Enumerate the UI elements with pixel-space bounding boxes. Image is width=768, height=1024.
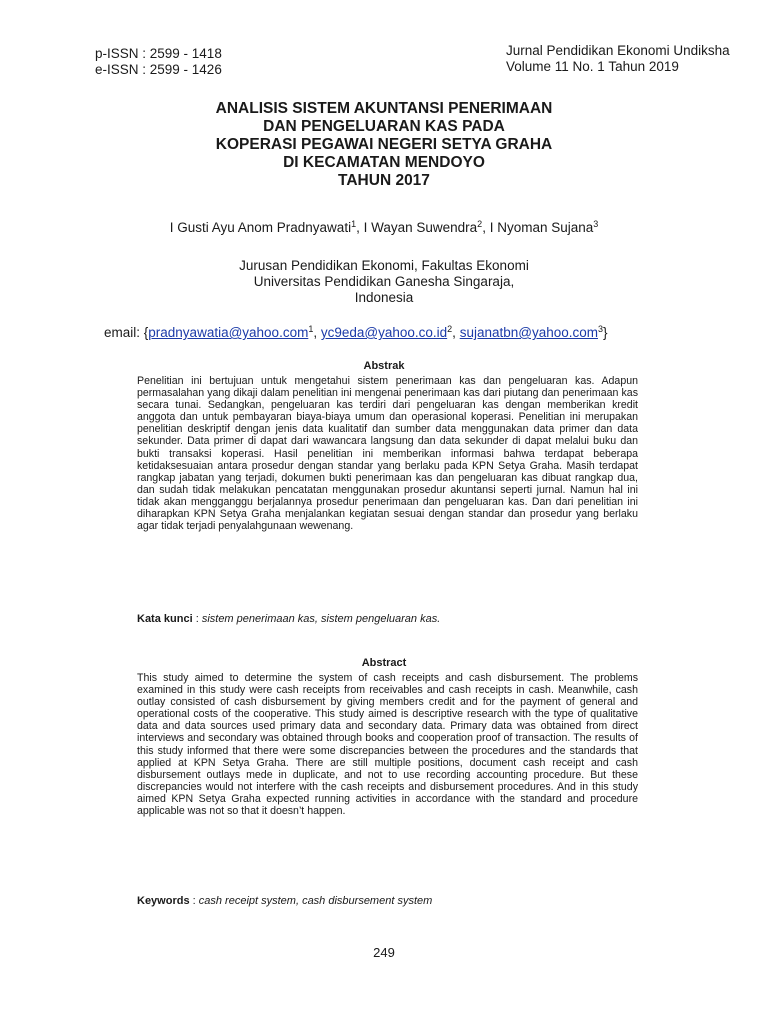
kata-kunci-separator: : xyxy=(192,613,202,625)
title-line: DAN PENGELUARAN KAS PADA xyxy=(263,118,505,135)
email-link[interactable]: pradnyawatia@yahoo.com xyxy=(148,325,309,340)
paper-title xyxy=(0,100,768,190)
title-line: ANALISIS SISTEM AKUNTANSI PENERIMAAN xyxy=(215,100,553,117)
title-line: TAHUN 2017 xyxy=(338,172,430,189)
affiliation-line: Jurusan Pendidikan Ekonomi, Fakultas Ekonomi xyxy=(239,258,529,273)
email-separator: , xyxy=(452,325,460,340)
journal-name: Jurnal Pendidikan Ekonomi Undiksha xyxy=(506,43,730,58)
keywords-text: cash receipt system, cash disbursement system xyxy=(198,895,433,907)
email-link[interactable]: sujanatbn@yahoo.com xyxy=(459,325,598,340)
email-marker: 2 xyxy=(447,324,453,334)
author-name: I Gusti Ayu Anom Pradnyawati xyxy=(169,220,352,235)
author-name: I Wayan Suwendra xyxy=(363,220,478,235)
keywords-separator: : xyxy=(189,895,199,907)
keywords-label: Keywords xyxy=(137,895,190,907)
email-prefix: email: { xyxy=(104,325,149,340)
author-list xyxy=(0,220,768,236)
email-suffix: } xyxy=(603,325,608,340)
title-line: KOPERASI PEGAWAI NEGERI SETYA GRAHA xyxy=(215,136,553,153)
abstrak-text: Penelitian ini bertujuan untuk mengetahui sistem penerimaan kas dan pengeluaran kas. Adapun permasalahan yang dikaji dalam penelitian ini mengenai penerimaan kas dari piutang dan penerimaan kas secara tunai. Sedangkan, pengeluaran kas terdiri dari pengeluaran kas dengan memberikan kredit anggota dan untuk pembayaran biaya-biaya umum dan operasional koperasi. Penelitian ini merupakan penelitian deskriptif dengan jenis data kualitatif dan sumber data menggunakan data primer dan data sekunder. Data primer di dapat dari wawancara langsung dan data sekunder di dapat melalui buku dan bukti transaksi koperasi. Hasil penelitian ini memberikan informasi bahwa terdapat beberapa ketidaksesuaian antara prosedur dengan standar yang berlaku pada KPN Setya Graha. Masih terdapat rangkap jabatan yang terjadi, dokumen bukti penerimaan kas dan pengeluaran kas dibuat rangkap dua, dan sudah tidak melakukan pencatatan menggunakan prosedur akuntansi seperti jurnal. Namun hal ini tidak akan mengganggu berjalannya prosedur penerimaan dan pengeluaran kas. Dan dari penelitian ini diharapkan KPN Setya Graha menjalankan kegiatan sesuai dengan standar dan prosedur yang berlaku agar tidak terjadi penyalahgunaan wewenang. xyxy=(137,375,638,533)
keywords xyxy=(137,895,432,908)
email-marker: 3 xyxy=(597,324,603,334)
email-line xyxy=(104,325,608,341)
kata-kunci-text: sistem penerimaan kas, sistem pengeluaran kas. xyxy=(201,613,441,625)
author-affil-marker: 2 xyxy=(477,219,483,229)
journal-volume: Volume 11 No. 1 Tahun 2019 xyxy=(506,59,679,74)
kata-kunci-label: Kata kunci xyxy=(137,613,193,625)
email-link[interactable]: yc9eda@yahoo.co.id xyxy=(320,325,448,340)
email-separator: , xyxy=(313,325,321,340)
issn-block xyxy=(95,46,222,78)
kata-kunci xyxy=(137,613,440,626)
p-issn: p-ISSN : 2599 - 1418 xyxy=(95,46,222,61)
page-number: 249 xyxy=(373,945,395,960)
author-affil-marker: 1 xyxy=(351,219,357,229)
title-line: DI KECAMATAN MENDOYO xyxy=(283,154,485,171)
e-issn: e-ISSN : 2599 - 1426 xyxy=(95,62,222,77)
author-affil-marker: 3 xyxy=(593,219,599,229)
email-marker: 1 xyxy=(308,324,314,334)
author-name: I Nyoman Sujana xyxy=(489,220,594,235)
abstrak-heading: Abstrak xyxy=(363,360,405,372)
affiliation-line: Indonesia xyxy=(354,290,414,305)
affiliation xyxy=(0,258,768,306)
abstract-text: This study aimed to determine the system of cash receipts and cash disbursement. The problems examined in this study were cash receipts from receivables and cash receipts in cash. Meanwhile, cash outlay consisted of cash disbursement by giving members credit and for the payment of general and operational costs of the cooperative. This study aimed is descriptive research with the type of qualitative data and data sources used primary data and secondary data. Primary data was obtained from direct interviews and secondary was obtained through books and cooperation proof of transaction. The results of this study informed that there were some discrepancies between the procedures and the standards that applied at KPN Setya Graha. There are still multiple positions, document cash receipt and cash disbursement outlays mede in duplicate, and not to use recording accounting procedure. But these discrepancies would not interfere with the cash receipts and disbursement procedures. And in this study aimed KPN Setya Graha expected running activities in accordance with the standard and procedure applicable was not so that it doesn’t happen. xyxy=(137,672,638,818)
journal-info xyxy=(506,43,730,75)
author-separator: , xyxy=(482,220,490,235)
affiliation-line: Universitas Pendidikan Ganesha Singaraja, xyxy=(253,274,515,289)
author-separator: , xyxy=(356,220,364,235)
abstract-heading: Abstract xyxy=(361,657,407,669)
